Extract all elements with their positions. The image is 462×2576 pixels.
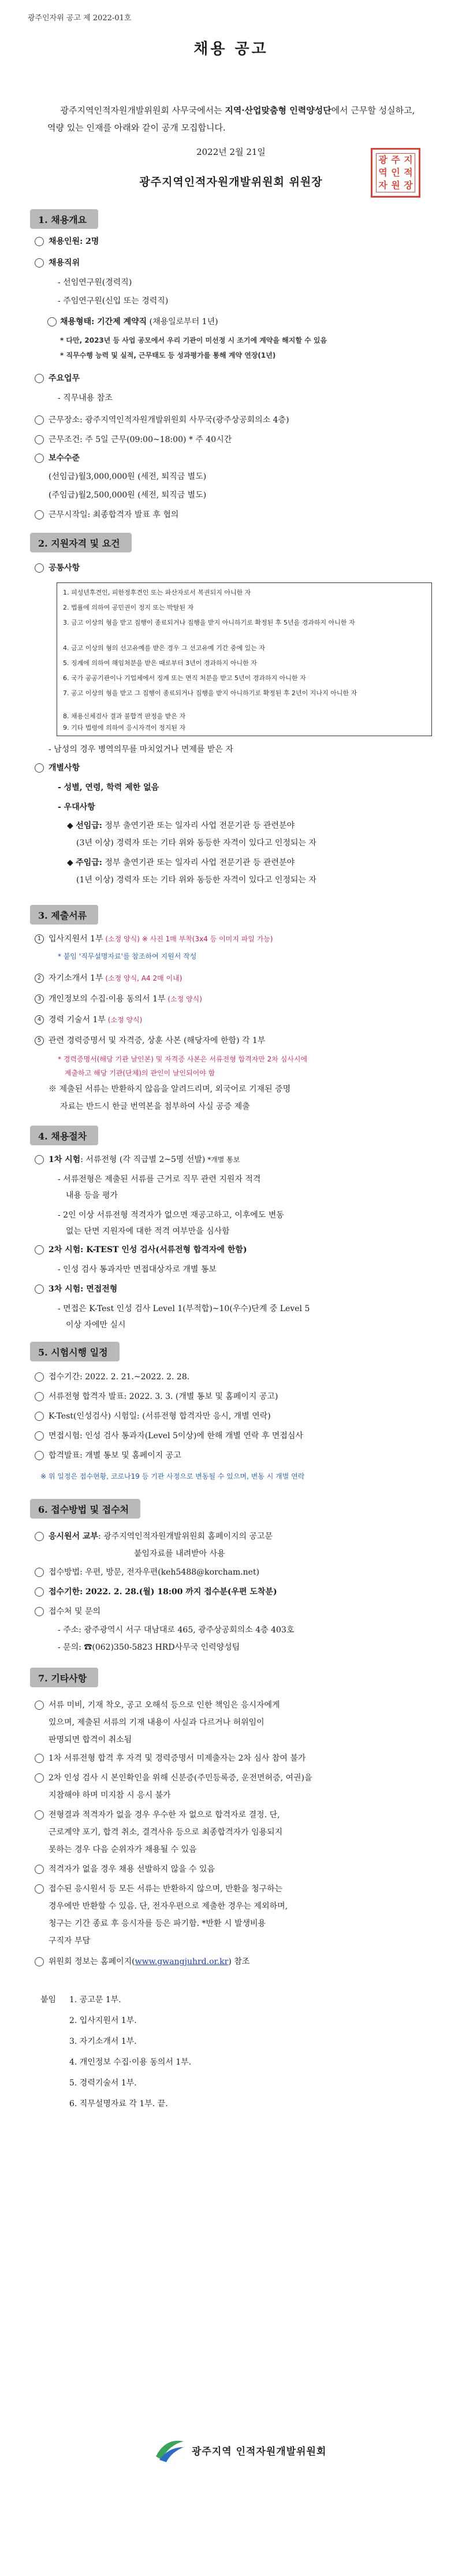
pay-senior: (선임급)월3,000,000원 (세전, 퇴직금 별도)	[49, 472, 207, 481]
number-1-icon: 1	[35, 934, 44, 944]
pref-junior: ◆ 주임급: 정부 출연기관 또는 일자리 사업 전문기관 등 관련분야	[67, 858, 295, 867]
docs-warning-1: ※ 제출된 서류는 반환하지 않음을 알려드리며, 외국어로 기재된 증명	[49, 1085, 291, 1094]
step-2: 2차 시험: K-TEST 인성 검사(서류전형 합격자에 한함)	[49, 1245, 247, 1254]
number-4-icon: 4	[35, 1015, 44, 1025]
box-line: 4. 금고 이상의 형의 선고유예를 받은 경우 그 선고유예 기간 중에 있는 자	[63, 644, 265, 652]
bullet-circle-icon	[35, 1431, 44, 1441]
section-4-heading: 4. 채용절차	[30, 1126, 98, 1145]
other-6a: 접수된 응시원서 등 모든 서류는 반환하지 않으며, 반환을 청구하는	[49, 1884, 283, 1894]
positions-label: 채용직위	[49, 258, 80, 268]
attachment-item: 1. 공고문 1부.	[69, 1995, 121, 2005]
doc-2: 자기소개서 1부 (소정 양식, A4 2매 이내)	[49, 974, 182, 983]
duties-label: 주요업무	[49, 374, 80, 383]
doc-1: 입사지원서 1부 (소정 양식) ※ 사진 1매 부착(3x4 등 이미지 파일 가능)	[49, 934, 273, 944]
bullet-circle-icon	[35, 1773, 44, 1783]
step-3-a2: 이상 자에만 실시	[66, 1320, 126, 1330]
number-3-icon: 3	[35, 994, 44, 1004]
position-senior: - 선임연구원(경력직)	[58, 278, 132, 287]
doc-4: 경력 기술서 1부 (소정 양식)	[49, 1015, 143, 1025]
method-2: 접수방법: 우편, 방문, 전자우편(keh5488@korcham.net)	[49, 1568, 260, 1577]
common-label: 공통사항	[49, 563, 80, 573]
bullet-circle-icon	[35, 1568, 44, 1577]
method-4-contact: - 문의: ☎(062)350-5823 HRD사무국 인력양성팀	[58, 1643, 240, 1652]
bullet-circle-icon	[35, 1701, 44, 1710]
bullet-circle-icon	[35, 1754, 44, 1763]
intro-paragraph: 광주지역인적자원개발위원회 사무국에서는 지역·산업맞춤형 인력양성단에서 근무할 성실하고, 역량 있는 인재를 아래와 같이 공개 모집합니다.	[47, 105, 415, 133]
position-junior: - 주임연구원(신입 또는 경력직)	[58, 296, 169, 306]
duties-value: - 직무내용 참조	[58, 394, 113, 403]
bullet-circle-icon	[35, 563, 44, 573]
method-4-label: 접수처 및 문의	[49, 1607, 101, 1616]
box-line: 8. 채용신체검사 결과 불합격 판정을 받은 자	[63, 712, 186, 720]
bullet-circle-icon	[35, 415, 44, 425]
attachment-item: 4. 개인정보 수집·이용 동의서 1부.	[69, 2058, 192, 2067]
seal-char: 적	[404, 167, 413, 178]
employment-type: 채용형태: 기간제 계약직 (채용일로부터 1년)	[60, 317, 218, 326]
section-5-heading: 5. 시험시행 일정	[30, 1342, 120, 1361]
doc-5-sub-2: 제출하고 해당 기관(단체)의 관인이 날인되어야 함	[65, 1069, 215, 1077]
seal-char: 주	[391, 154, 400, 165]
no-limit: - 성별, 연령, 학력 제한 없음	[58, 783, 159, 792]
other-2: 1차 서류전형 합격 후 자격 및 경력증명서 미제출자는 2차 심사 참여 불가	[49, 1754, 306, 1763]
box-line: 3. 금고 이상의 형을 받고 집행이 종료되거나 집행을 받지 아니하기로 확정된 후 5년을 경과하지 아니한 자	[63, 619, 355, 626]
bullet-circle-icon	[35, 1957, 44, 1966]
step-1: 1차 시험: 서류전형 (각 직급별 2~5명 선발) *개별 통보	[49, 1155, 240, 1164]
homepage-link[interactable]: www.gwangjuhrd.or.kr	[135, 1957, 229, 1966]
number-5-icon: 5	[35, 1036, 44, 1045]
footer-logo	[154, 2433, 327, 2467]
bullet-circle-icon	[35, 1607, 44, 1616]
section-1-heading: 1. 채용개요	[30, 209, 98, 229]
disqualification-box	[57, 582, 432, 736]
method-1: 응시원서 교부: 광주지역인적자원개발위원회 홈페이지의 공고문	[49, 1532, 273, 1541]
notice-date: 2022년 2월 21일	[196, 147, 266, 157]
pay-junior: (주임급)월2,500,000원 (세전, 퇴직금 별도)	[49, 491, 207, 500]
section-6-heading: 6. 접수방법 및 접수처	[30, 1499, 140, 1519]
other-3b: 지참해야 하며 미지참 시 응시 불가	[49, 1791, 171, 1800]
box-line: 1. 피성년후견인, 피한정후견인 또는 파산자로서 복권되지 아니한 자	[63, 589, 251, 596]
step-2-a: - 인성 검사 통과자만 면접대상자로 개별 통보	[58, 1265, 217, 1274]
other-6b: 경우에만 반환할 수 있음. 단, 전자우편으로 제출한 경우는 제외하며,	[49, 1902, 288, 1911]
step-3-a1: - 면접은 K-Test 인성 검사 Level 1(부적합)~10(우수)단계 중 Level 5	[58, 1304, 310, 1313]
other-4c: 못하는 경우 다음 순위자가 채용될 수 있음	[49, 1845, 197, 1854]
number-2-icon: 2	[35, 974, 44, 983]
schedule-note: ※ 위 일정은 접수현황, 코로나19 등 기관 사정으로 변동될 수 있으며, 변동 시 개별 연락	[40, 1472, 305, 1480]
attachment-label: 붙임	[40, 1995, 57, 2005]
box-line: 9. 기타 법령에 의하여 응시자격이 정지된 자	[63, 724, 186, 732]
schedule-5: 합격발표: 개별 통보 및 홈페이지 공고	[49, 1451, 181, 1460]
bullet-circle-icon	[35, 1810, 44, 1820]
other-6d: 구직자 부담	[49, 1936, 91, 1946]
bullet-circle-icon	[35, 1155, 44, 1164]
pay-label: 보수수준	[49, 454, 80, 463]
other-1c: 판명되면 합격이 취소됨	[49, 1735, 132, 1744]
bullet-circle-icon	[35, 1884, 44, 1894]
bullet-circle-icon	[35, 258, 44, 268]
pref-senior-2: (3년 이상) 경력자 또는 기타 위와 동등한 자격이 있다고 인정되는 자	[76, 838, 316, 848]
method-4-address: - 주소: 광주광역시 서구 대남대로 465, 광주상공회의소 4층 403호	[58, 1625, 295, 1635]
official-seal	[371, 148, 420, 198]
bullet-circle-icon	[35, 1412, 44, 1421]
attachment-item: 6. 직무설명자료 각 1부. 끝.	[69, 2099, 168, 2109]
step-1-a1: - 서류전형은 제출된 서류를 근거로 직무 관련 지원자 적격	[58, 1175, 261, 1184]
seal-char: 지	[404, 154, 413, 165]
bullet-circle-icon	[35, 1587, 44, 1597]
attachment-item: 3. 자기소개서 1부.	[69, 2037, 137, 2046]
seal-char: 자	[378, 180, 388, 191]
bullet-circle-icon	[35, 1532, 44, 1541]
logo-text: 광주지역 인적자원개발위원회	[192, 2445, 327, 2458]
bullet-circle-icon	[35, 1392, 44, 1401]
bullet-circle-icon	[35, 374, 44, 383]
bullet-circle-icon	[35, 510, 44, 519]
preference-label: - 우대사항	[58, 803, 95, 812]
step-1-b1: - 2인 이상 서류전형 적격자가 없으면 재공고하고, 이후에도 변동	[58, 1211, 284, 1220]
swoosh-logo-icon	[154, 2437, 186, 2463]
other-5: 적격자가 없을 경우 채용 선발하지 않을 수 있음	[49, 1865, 215, 1874]
seal-char: 광	[378, 154, 388, 165]
bullet-circle-icon	[35, 763, 44, 773]
doc-5: 관련 경력증명서 및 자격증, 상훈 사본 (해당자에 한함) 각 1부	[49, 1036, 266, 1045]
bullet-circle-icon	[35, 454, 44, 463]
other-3a: 2차 인성 검사 시 본인확인을 위해 신분증(주민등록증, 운전면허증, 여권)을	[49, 1773, 312, 1783]
attachment-item: 2. 입사지원서 1부.	[69, 2016, 137, 2025]
seal-char: 원	[391, 180, 400, 191]
section-2-heading: 2. 지원자격 및 요건	[30, 533, 132, 552]
page-title: 채용 공고	[193, 40, 269, 58]
box-line: 6. 국가 공공기관이나 기업체에서 징계 또는 면직 처분을 받고 5년이 경과하지 아니한 자	[63, 674, 306, 682]
doc-1-sub: * 붙임 '직무설명자료'를 참조하여 지원서 작성	[58, 952, 197, 960]
step-3: 3차 시험: 면접전형	[49, 1285, 118, 1294]
seal-char: 인	[391, 167, 400, 178]
employment-note-2: * 직무수행 능력 및 실적, 근무태도 등 성과평가를 통해 계약 연장(1년)	[60, 351, 276, 359]
issuer: 광주지역인적자원개발위원회 위원장	[139, 176, 323, 188]
other-6c: 청구는 기간 종료 후 응시자를 등은 파기함. *반환 시 발생비용	[49, 1919, 266, 1928]
bullet-circle-icon	[47, 317, 57, 326]
bullet-circle-icon	[35, 1865, 44, 1874]
attachment-item: 5. 경력기술서 1부.	[69, 2078, 137, 2088]
start-date: 근무시작일: 최종합격자 발표 후 협의	[49, 510, 179, 519]
schedule-2: 서류전형 합격자 발표: 2022. 3. 3. (개별 통보 및 홈페이지 공고)	[49, 1392, 278, 1401]
pref-senior: ◆ 선임급: 정부 출연기관 또는 일자리 사업 전문기관 등 관련분야	[67, 821, 295, 830]
doc-3: 개인정보의 수집·이용 동의서 1부 (소정 양식)	[49, 994, 202, 1004]
section-7-heading: 7. 기타사항	[30, 1668, 98, 1687]
other-4a: 전형결과 적격자가 없을 경우 우수한 자 없으로 합격자로 결정. 단,	[49, 1810, 280, 1820]
notice-number: 광주인자위 공고 제 2022-01호	[28, 14, 132, 23]
schedule-4: 면접시험: 인성 검사 통과자(Level 5이상)에 한해 개별 연락 후 면접심사	[49, 1431, 303, 1441]
method-1-b: 붙임자료를 내려받아 사용	[134, 1549, 225, 1558]
box-line: 5. 징계에 의하여 해임처분을 받은 때로부터 3년이 경과하지 아니한 자	[63, 659, 257, 667]
seal-char: 역	[378, 167, 388, 178]
other-1b: 있으며, 제출된 서류의 기재 내용이 사실과 다르거나 허위임이	[49, 1718, 264, 1727]
doc-5-sub-1: * 경력증명서(해당 기관 날인본) 및 자격증 사본은 서류전형 합격자만 2차 심사시에	[58, 1055, 308, 1063]
work-place: 근무장소: 광주지역인적자원개발위원회 사무국(광주상공회의소 4층)	[49, 415, 289, 425]
docs-warning-2: 자료는 반드시 한글 번역본을 첨부하여 사실 공증 제출	[60, 1102, 250, 1111]
personal-label: 개별사항	[49, 763, 80, 773]
other-7: 위원회 정보는 홈페이지(www.gwangjuhrd.or.kr) 참조	[49, 1957, 250, 1966]
method-3: 접수기한: 2022. 2. 28.(월) 18:00 까지 접수분(우편 도착분)	[49, 1587, 277, 1597]
schedule-3: K-Test(인성검사) 시험일: (서류전형 합격자만 응시, 개별 연락)	[49, 1412, 271, 1421]
hires-count: 채용인원: 2명	[49, 237, 99, 246]
bullet-circle-icon	[35, 1451, 44, 1460]
section-3-heading: 3. 제출서류	[30, 905, 98, 925]
bullet-circle-icon	[35, 435, 44, 444]
bullet-circle-icon	[35, 1285, 44, 1294]
step-1-a2: 내용 등을 평가	[66, 1191, 118, 1200]
other-4b: 근로계약 포기, 합격 취소, 결격사유 등으로 최종합격자가 임용되지	[49, 1828, 283, 1837]
other-1a: 서류 미비, 기재 착오, 공고 오해석 등으로 인한 책임은 응시자에게	[49, 1701, 280, 1710]
box-line: 2. 법률에 의하여 공민권이 정지 또는 박탈된 자	[63, 604, 194, 611]
seal-char: 장	[404, 180, 413, 191]
bullet-circle-icon	[35, 237, 44, 246]
employment-note-1: * 다만, 2023년 등 사업 공모에서 우리 기관이 미선정 시 조기에 계약을 해지할 수 있음	[60, 336, 327, 344]
step-1-b2: 없는 단면 지원자에 대한 적격 여부만을 심사함	[66, 1227, 230, 1236]
box-line: 7. 공고 이상의 형을 받고 그 집행이 종료되거나 집행을 받지 아니하기로 확정된 후 2년이 지나지 아니한 자	[63, 689, 357, 697]
bullet-circle-icon	[35, 1245, 44, 1254]
bullet-circle-icon	[35, 1372, 44, 1382]
work-hours: 근무조건: 주 5일 근무(09:00~18:00) * 주 40시간	[49, 435, 232, 444]
pref-junior-2: (1년 이상) 경력자 또는 기타 위와 동등한 자격이 있다고 인정되는 자	[76, 875, 316, 885]
military-requirement: - 남성의 경우 병역의무를 마치었거나 면제를 받은 자	[49, 745, 233, 754]
schedule-1: 접수기간: 2022. 2. 21.~2022. 2. 28.	[49, 1372, 190, 1382]
